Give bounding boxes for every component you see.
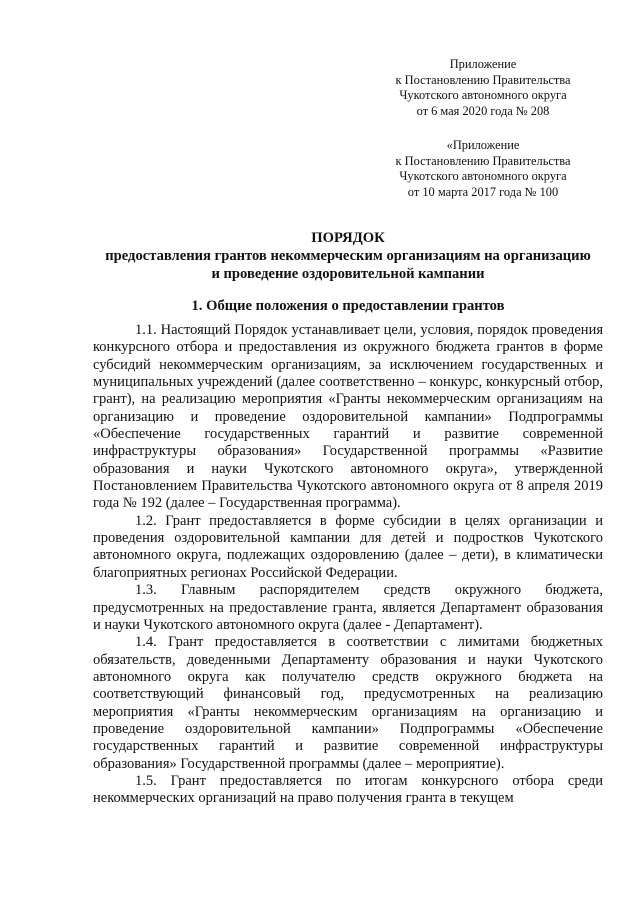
- title-line-3: и проведение оздоровительной кампании: [211, 266, 485, 282]
- section-1-heading: 1. Общие положения о предоставлении грантов: [191, 298, 505, 314]
- title-line-1: ПОРЯДОК: [311, 230, 385, 246]
- appendix-current-reference: [363, 57, 603, 119]
- appendix-original-line-3: Чукотского автономного округа: [399, 169, 567, 183]
- paragraph-1-4: 1.4. Грант предоставляется в соответствии с лимитами бюджетных обязательств, доведенными Департаменту образования и науки Чукотского автономного округа как получателю средств окружного бюджета на соответствующий финансовый год, предусмотренных на реализацию мероприятия «Гранты некоммерческим организациям на организацию и проведение оздоровительной кампании» Подпрограммы «Обеспечение государственных гарантий и развитие современной инфраструктуры образования» Государственной программы (далее – мероприятие).: [93, 634, 603, 772]
- appendix-original-line-2: к Постановлению Правительства: [395, 153, 571, 168]
- appendix-original-line-1: «Приложение: [446, 138, 520, 152]
- paragraph-1-3: 1.3. Главным распорядителем средств окружного бюджета, предусмотренных на предоставление гранта, является Департамент образования и науки Чукотского автономного округа (далее - Департамент).: [93, 582, 603, 633]
- paragraph-1-5: 1.5. Грант предоставляется по итогам конкурсного отбора среди некоммерческих организаций на право получения гранта в текущем: [93, 772, 603, 807]
- appendix-current-line-3: Чукотского автономного округа: [399, 88, 567, 102]
- appendix-original-reference: [363, 138, 603, 200]
- title-line-2: предоставления грантов некоммерческим организациям на организацию: [105, 248, 591, 264]
- section-1-body: [93, 322, 603, 808]
- appendix-current-line-2: к Постановлению Правительства: [395, 72, 571, 87]
- appendix-current-line-1: Приложение: [449, 57, 517, 71]
- document-title: [93, 229, 603, 283]
- appendix-current-line-4: от 6 мая 2020 года № 208: [416, 103, 550, 118]
- paragraph-1-2: 1.2. Грант предоставляется в форме субсидии в целях организации и проведения оздоровительной кампании для детей и подростков Чукотского автономного округа, подлежащих оздоровлению (далее – дети), в климатически благоприятных регионах Российской Федерации.: [93, 512, 603, 581]
- appendix-original-line-4: от 10 марта 2017 года № 100: [407, 184, 559, 199]
- paragraph-1-1: 1.1. Настоящий Порядок устанавливает цели, условия, порядок проведения конкурсного отбора и предоставления из окружного бюджета грантов в форме субсидий некоммерческим организациям, за исключением государственных и муниципальных учреждений (далее соответственно – конкурс, конкурсный отбор, грант), на реализацию мероприятия «Гранты некоммерческим организациям на организацию и проведение оздоровительной кампании» Подпрограммы «Обеспечение государственных гарантий и развитие современной инфраструктуры образования» Государственной программы «Развитие образования и науки Чукотского автономного округа», утвержденной Постановлением Правительства Чукотского автономного округа от 8 апреля 2019 года № 192 (далее – Государственная программа).: [93, 322, 603, 512]
